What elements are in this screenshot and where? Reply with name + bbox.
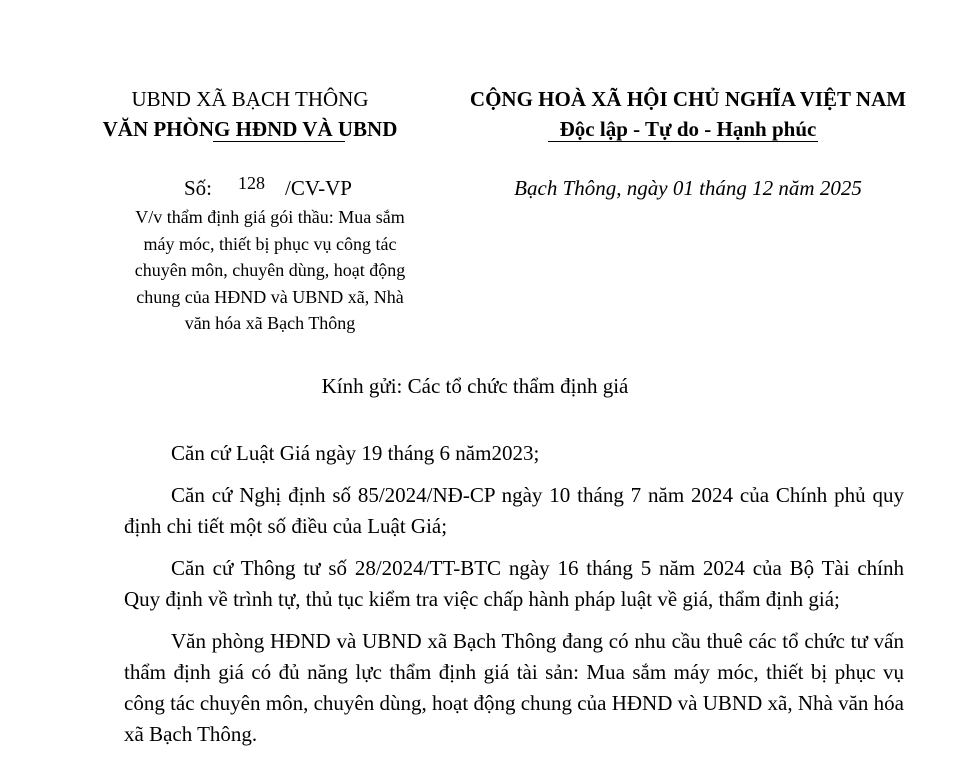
- national-motto: Độc lập - Tự do - Hạnh phúc: [559, 117, 817, 141]
- body-paragraph: Văn phòng HĐND và UBND xã Bạch Thông đang có nhu cầu thuê các tổ chức tư vấn thẩm định giá có đủ năng lực thẩm định giá tài sản: Mua sắm máy móc, thiết bị phục vụ công tác chuyên môn, chuyên dùng, hoạt động chung của HĐND và UBND xã, Nhà văn hóa xã Bạch Thông.: [124, 629, 904, 746]
- nation-name: CỘNG HOÀ XÃ HỘI CHỦ NGHĨA VIỆT NAM: [469, 87, 907, 111]
- subject-line: văn hóa xã Bạch Thông: [184, 313, 356, 333]
- document-number-suffix: /CV-VP: [285, 176, 352, 200]
- document-number-value: 128: [238, 173, 265, 193]
- issuing-agency-header: [100, 84, 400, 144]
- motto-underline: [548, 141, 818, 142]
- national-header: [452, 84, 924, 144]
- office-name: VĂN PHÒNG HĐND VÀ UBND: [102, 117, 398, 141]
- recipient-line: Kính gửi: Các tổ chức thẩm định giá: [321, 374, 629, 398]
- agency-underline: [213, 141, 345, 142]
- subject-summary: [100, 204, 440, 337]
- document-body: [124, 438, 904, 750]
- subject-line: chuyên môn, chuyên dùng, hoạt động: [134, 260, 406, 280]
- subject-line: V/v thẩm định giá gói thầu: Mua sắm: [135, 207, 405, 227]
- body-paragraph: Căn cứ Luật Giá ngày 19 tháng 6 năm2023;: [171, 441, 540, 465]
- body-paragraph: Căn cứ Nghị định số 85/2024/NĐ-CP ngày 10 tháng 7 năm 2024 của Chính phủ quy định chi tiết một số điều của Luật Giá;: [124, 483, 904, 538]
- place-date-line: Bạch Thông, ngày 01 tháng 12 năm 2025: [514, 176, 862, 200]
- subject-line: chung của HĐND và UBND xã, Nhà: [136, 286, 404, 307]
- subject-line: máy móc, thiết bị phục vụ công tác: [143, 233, 397, 254]
- document-number-label: Số:: [184, 176, 213, 200]
- body-paragraph: Căn cứ Thông tư số 28/2024/TT-BTC ngày 16 tháng 5 năm 2024 của Bộ Tài chính Quy định về trình tự, thủ tục kiểm tra việc chấp hành pháp luật về giá, thẩm định giá;: [124, 556, 904, 611]
- agency-name: UBND XÃ BẠCH THÔNG: [131, 87, 369, 111]
